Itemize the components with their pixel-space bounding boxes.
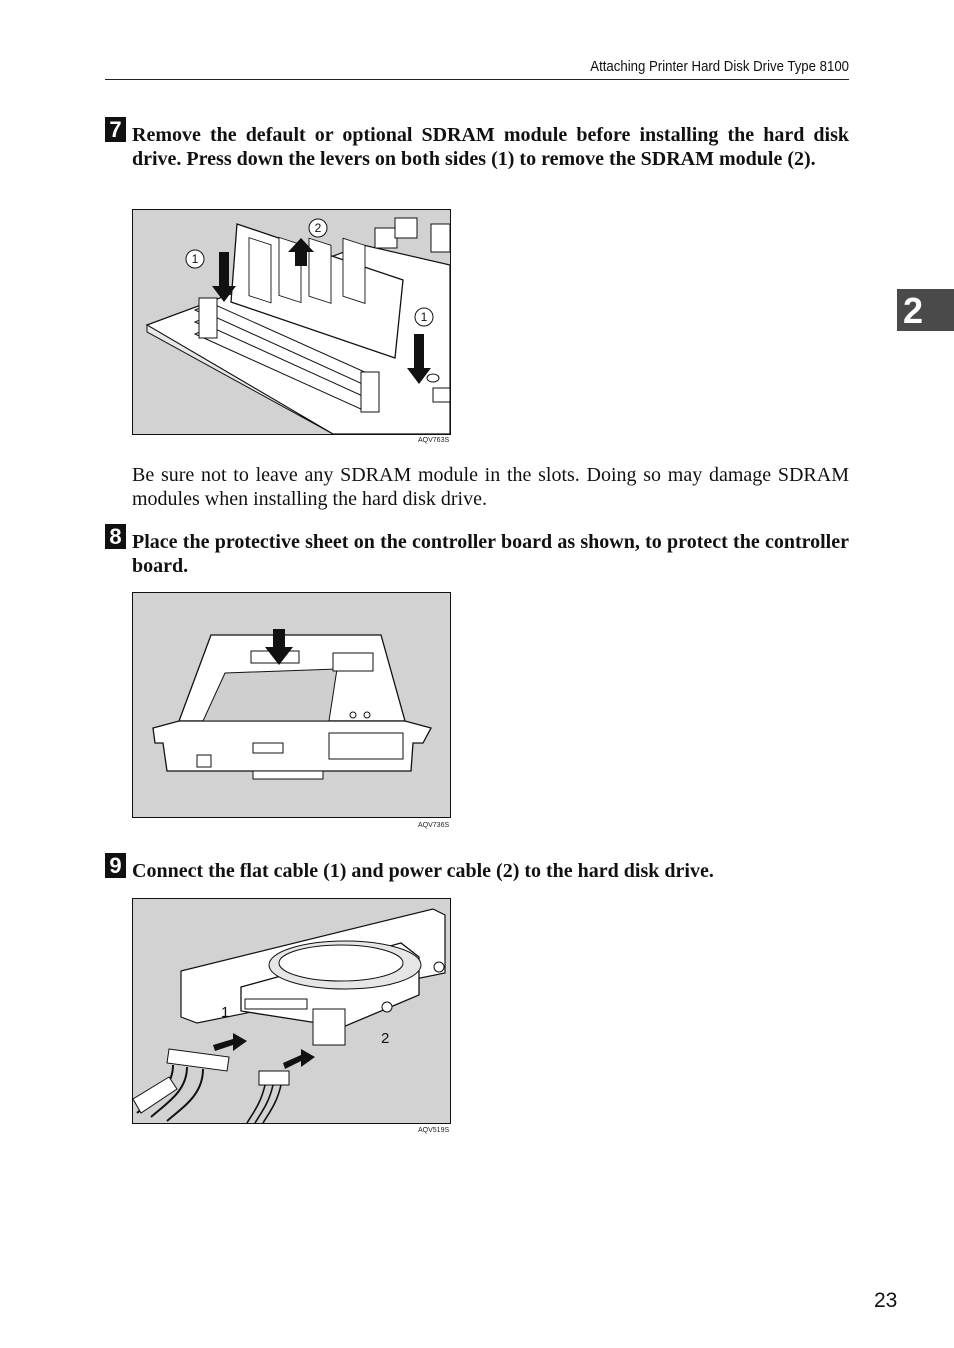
callout-2: 2	[314, 221, 322, 235]
hdd-cables-illustration	[133, 899, 450, 1123]
figure-protective-sheet	[132, 592, 451, 818]
running-header	[105, 58, 849, 80]
chapter-tab	[897, 289, 954, 331]
protective-sheet-illustration	[133, 593, 450, 817]
figure-code-aqv736s: AQV736S	[418, 822, 450, 829]
callout-1-left: 1	[191, 252, 199, 266]
callout-1-flat-cable: 1	[221, 1004, 230, 1021]
step-marker-9: 9	[105, 853, 126, 878]
step-7-instruction: Remove the default or optional SDRAM module before installing the hard disk drive. Press down the levers on both sides (1) to remove the SDRAM module (2).	[132, 124, 849, 170]
step-7-note: Be sure not to leave any SDRAM module in the slots. Doing so may damage SDRAM modules when installing the hard disk drive.	[132, 464, 849, 510]
step-8-instruction: Place the protective sheet on the controller board as shown, to protect the controller board.	[132, 531, 849, 577]
figure-sdram-removal	[132, 209, 451, 435]
header-title: Attaching Printer Hard Disk Drive Type 8100	[590, 58, 849, 75]
page-number: 23	[874, 1289, 898, 1312]
callout-2-power-cable: 2	[381, 1030, 390, 1047]
figure-hdd-cables	[132, 898, 451, 1124]
figure-code-aqv519s: AQV519S	[418, 1127, 450, 1134]
figure-code-aqv763s: AQV763S	[418, 437, 450, 444]
step-marker-7: 7	[105, 117, 126, 142]
callout-1-right: 1	[420, 310, 428, 324]
step-9-instruction: Connect the flat cable (1) and power cable (2) to the hard disk drive.	[132, 860, 714, 882]
chapter-number: 2	[903, 290, 924, 331]
sdram-removal-illustration	[133, 210, 450, 434]
step-marker-8: 8	[105, 524, 126, 549]
